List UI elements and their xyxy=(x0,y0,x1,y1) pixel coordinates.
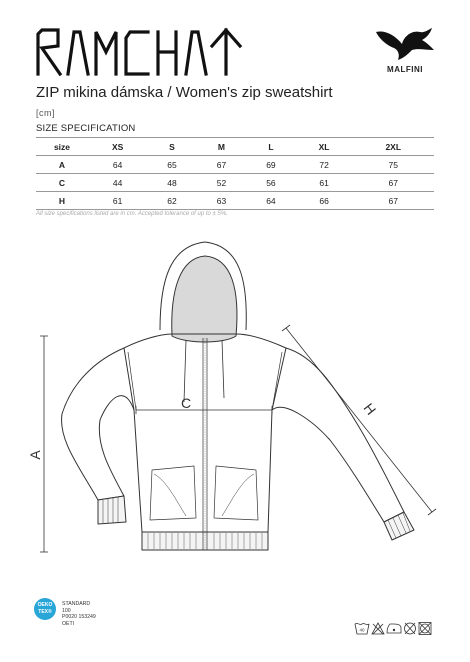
table-cell: 62 xyxy=(147,192,196,210)
product-title: ZIP mikina dámska / Women's zip sweatshirt xyxy=(36,84,333,101)
table-cell: 67 xyxy=(197,156,246,174)
table-cell: 65 xyxy=(147,156,196,174)
row-label: C xyxy=(36,174,88,192)
table-cell: 48 xyxy=(147,174,196,192)
pocket-left xyxy=(150,466,196,520)
table-cell: 44 xyxy=(88,174,147,192)
brand-name: MALFINI xyxy=(387,65,423,74)
standard-number: 100 xyxy=(62,607,71,614)
collection-logo xyxy=(36,26,266,83)
row-label: H xyxy=(36,192,88,210)
care-symbols xyxy=(354,620,438,636)
table-cell: 66 xyxy=(296,192,353,210)
standard-label: STANDARD xyxy=(62,601,91,607)
size-table xyxy=(36,137,434,210)
table-header-row xyxy=(36,138,434,156)
table-cell: 56 xyxy=(246,174,295,192)
brand-logo xyxy=(374,26,436,74)
table-cell: 61 xyxy=(296,174,353,192)
unit-label: [cm] xyxy=(36,108,55,118)
table-row xyxy=(36,156,434,174)
drawstring-left xyxy=(184,340,186,402)
drawstring-right xyxy=(222,340,224,398)
table-cell: 64 xyxy=(246,192,295,210)
column-header: XL xyxy=(296,138,353,156)
iron-icon xyxy=(387,624,401,633)
table-cell: 61 xyxy=(88,192,147,210)
column-header: 2XL xyxy=(352,138,434,156)
table-cell: 64 xyxy=(88,156,147,174)
left-sleeve xyxy=(62,348,134,500)
hood-lining xyxy=(172,256,237,342)
table-row xyxy=(36,174,434,192)
column-header: size xyxy=(36,138,88,156)
institute-label: OETI xyxy=(62,620,75,627)
wash-temperature: 40 xyxy=(359,627,365,633)
measure-label-c: C xyxy=(180,395,192,411)
table-cell: 52 xyxy=(197,174,246,192)
table-cell: 75 xyxy=(352,156,434,174)
no-dry-clean-icon xyxy=(405,623,416,634)
table-cell: 72 xyxy=(296,156,353,174)
measure-label-a: A xyxy=(27,450,43,460)
no-tumble-dry-icon xyxy=(419,623,431,635)
badge-line1: OEKO xyxy=(37,602,53,608)
right-cuff xyxy=(384,512,414,540)
table-row xyxy=(36,192,434,210)
right-sleeve xyxy=(272,348,404,522)
oeko-tex-text xyxy=(62,601,96,627)
eagle-icon xyxy=(374,26,436,62)
row-label: A xyxy=(36,156,88,174)
size-spec-heading: SIZE SPECIFICATION xyxy=(36,123,136,134)
table-cell: 63 xyxy=(197,192,246,210)
certificate-code: P0020 153249 xyxy=(62,614,96,620)
tolerance-note: All size specifications listed are in cm. Accepted tolerance of up to ± 5%. xyxy=(36,211,228,217)
column-header: L xyxy=(246,138,295,156)
table-cell: 67 xyxy=(352,192,434,210)
collection-logo-lettering xyxy=(36,26,266,78)
column-header: XS xyxy=(88,138,147,156)
column-header: S xyxy=(147,138,196,156)
badge-line2: TEX® xyxy=(38,609,52,615)
column-header: M xyxy=(197,138,246,156)
left-cuff xyxy=(98,496,126,524)
table-cell: 69 xyxy=(246,156,295,174)
oeko-tex-badge xyxy=(34,598,56,620)
no-bleach-icon xyxy=(372,623,384,634)
table-cell: 67 xyxy=(352,174,434,192)
sweatshirt-technical-drawing xyxy=(0,230,470,600)
measure-label-h: H xyxy=(360,400,380,418)
